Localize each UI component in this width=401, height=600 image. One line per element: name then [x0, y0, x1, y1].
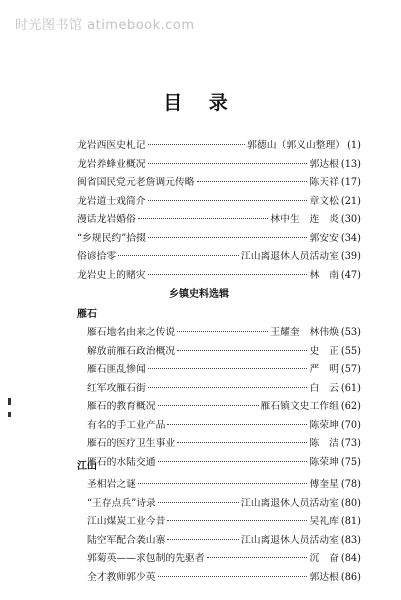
- dot-leader: [148, 387, 308, 388]
- entry-title: 郭菊英——求包制的先驱者: [87, 553, 205, 564]
- entry-page: (21): [340, 195, 361, 207]
- entry-author: 陈荣坤: [309, 456, 339, 468]
- entry-page: (34): [340, 232, 361, 244]
- entry-title: “乡规民约”拾掇: [77, 232, 146, 244]
- entry-page: (53): [340, 327, 361, 338]
- entry-title: 圣相岩之谜: [87, 479, 136, 490]
- entry-title: “王存点兵”诗录: [87, 497, 156, 509]
- toc-entry[interactable]: [77, 380, 361, 399]
- section-heading-jiangshan: 江山: [77, 461, 97, 472]
- entry-page: (86): [340, 571, 361, 583]
- dot-leader: [158, 502, 239, 503]
- margin-mark: [8, 412, 11, 417]
- entry-title: 龙岩道士戏简介: [77, 195, 146, 207]
- entry-title: 龙岩史上的赌灾: [77, 269, 146, 281]
- toc-yanshi: [77, 306, 361, 472]
- dot-leader: [118, 255, 239, 256]
- entry-author: 严 明: [309, 364, 339, 375]
- entry-author: 林中生 连 炎: [270, 214, 339, 225]
- entry-author: 郭德山（郭义山整理）: [247, 140, 346, 151]
- entry-author: 江山离退休人员活动室: [240, 497, 339, 509]
- entry-page: (75): [340, 456, 361, 468]
- toc-entry[interactable]: [77, 435, 361, 454]
- dot-leader: [197, 181, 308, 182]
- dot-leader: [148, 163, 308, 164]
- entry-author: 吴礼库: [309, 516, 339, 527]
- entry-page: (80): [340, 497, 361, 509]
- entry-title: 俗谚拾零: [77, 251, 117, 262]
- entry-page: (78): [340, 479, 361, 490]
- entry-title: 陆空军配合袭山寨: [87, 534, 166, 546]
- entry-title: 雁石匪乱惨闻: [87, 364, 146, 375]
- toc-entry[interactable]: [77, 495, 361, 514]
- entry-page: (13): [340, 158, 361, 170]
- toc-entry[interactable]: [77, 532, 361, 551]
- entry-page: (61): [340, 382, 361, 394]
- toc-entry[interactable]: [77, 569, 361, 588]
- entry-page: (84): [340, 553, 361, 564]
- entry-page: (47): [340, 269, 361, 281]
- entry-page: (17): [340, 177, 361, 188]
- dot-leader: [177, 442, 307, 443]
- toc-entry[interactable]: [77, 248, 361, 267]
- dot-leader: [167, 424, 307, 425]
- dot-leader: [207, 557, 308, 558]
- dot-leader: [167, 539, 239, 540]
- entry-title: 漫话龙岩婚俗: [77, 214, 136, 225]
- toc-entry[interactable]: [77, 513, 361, 532]
- toc-entry[interactable]: [77, 417, 361, 436]
- dot-leader: [177, 331, 268, 332]
- toc-entry[interactable]: [77, 211, 361, 230]
- entry-page: (55): [340, 345, 361, 357]
- dot-leader: [177, 350, 307, 351]
- entry-title: 全才教师郭少英: [87, 571, 156, 583]
- toc-entry[interactable]: [77, 476, 361, 495]
- entry-author: 雁石镇文史工作组: [260, 401, 339, 412]
- dot-leader: [148, 200, 308, 201]
- entry-author: 郭达根: [309, 158, 339, 170]
- entry-author: 陈 洁: [309, 438, 339, 449]
- toc-entry[interactable]: [77, 267, 361, 286]
- dot-leader: [148, 274, 308, 275]
- entry-author: 郭安安: [309, 232, 339, 244]
- toc-entry[interactable]: [77, 193, 361, 212]
- toc-entry[interactable]: [77, 361, 361, 380]
- entry-page: (30): [340, 214, 361, 225]
- toc-general: [77, 137, 361, 285]
- entry-page: (81): [340, 516, 361, 527]
- toc-entry[interactable]: [77, 230, 361, 249]
- entry-author: 傅奎星: [309, 479, 339, 490]
- page-title: 目 录: [163, 92, 238, 114]
- toc-entry[interactable]: [77, 174, 361, 193]
- entry-title: 雁石的医疗卫生事业: [87, 438, 176, 449]
- entry-page: (39): [340, 251, 361, 262]
- entry-title: 雁石地名由来之传说: [87, 327, 176, 338]
- dot-leader: [148, 368, 308, 369]
- entry-author: 郭达根: [309, 571, 339, 583]
- entry-title: 江山煤炭工业今昔: [87, 516, 166, 527]
- entry-page: (57): [340, 364, 361, 375]
- entry-page: (70): [340, 419, 361, 431]
- toc-entry[interactable]: [77, 156, 361, 175]
- watermark: 时光图书馆 atimebook.com: [15, 18, 195, 33]
- entry-author: 章文松: [309, 195, 339, 207]
- dot-leader: [148, 144, 246, 145]
- dot-leader: [158, 405, 259, 406]
- entry-author: 沉 奋: [309, 553, 339, 564]
- dot-leader: [138, 483, 308, 484]
- toc-entry[interactable]: [77, 398, 361, 417]
- entry-author: 白 云: [309, 382, 339, 394]
- toc-section: [77, 286, 361, 304]
- entry-title: 龙岩养蜂业概况: [77, 158, 146, 170]
- entry-title: 龙岩西医史札记: [77, 140, 146, 151]
- toc-entry[interactable]: [77, 324, 361, 343]
- toc-entry[interactable]: [77, 137, 361, 156]
- entry-author: 陈天祥: [309, 177, 339, 188]
- entry-title: 雁石的教育概况: [87, 401, 156, 412]
- entry-title: 有名的手工业产品: [87, 419, 166, 431]
- toc-jiangshan: [77, 458, 361, 587]
- margin-mark: [8, 398, 11, 405]
- entry-author: 王耀奎 林伟焕: [270, 327, 339, 338]
- entry-page: (1): [347, 140, 361, 151]
- entry-author: 史 正: [309, 345, 339, 357]
- dot-leader: [158, 576, 308, 577]
- entry-title: 雁石的水陆交通: [87, 456, 156, 468]
- entry-author: 江山离退休人员活动室: [240, 251, 339, 262]
- toc-entry[interactable]: [77, 550, 361, 569]
- dot-leader: [138, 218, 269, 219]
- entry-page: (83): [340, 534, 361, 546]
- entry-page: (62): [340, 401, 361, 412]
- toc-entry[interactable]: [77, 343, 361, 362]
- dot-leader: [148, 237, 308, 238]
- entry-author: 江山离退休人员活动室: [240, 534, 339, 546]
- section-heading-yanshi: 雁石: [77, 309, 97, 320]
- dot-leader: [167, 520, 307, 521]
- entry-author: 林 南: [309, 269, 339, 281]
- entry-title: 解放前雁石政治概况: [87, 345, 176, 357]
- section-title: 乡镇史料选辑: [169, 289, 229, 300]
- entry-page: (73): [340, 438, 361, 449]
- entry-author: 陈荣坤: [309, 419, 339, 431]
- entry-title: 红军攻雁石街: [87, 382, 146, 394]
- entry-title: 闽省国民党元老詹调元传略: [77, 177, 195, 188]
